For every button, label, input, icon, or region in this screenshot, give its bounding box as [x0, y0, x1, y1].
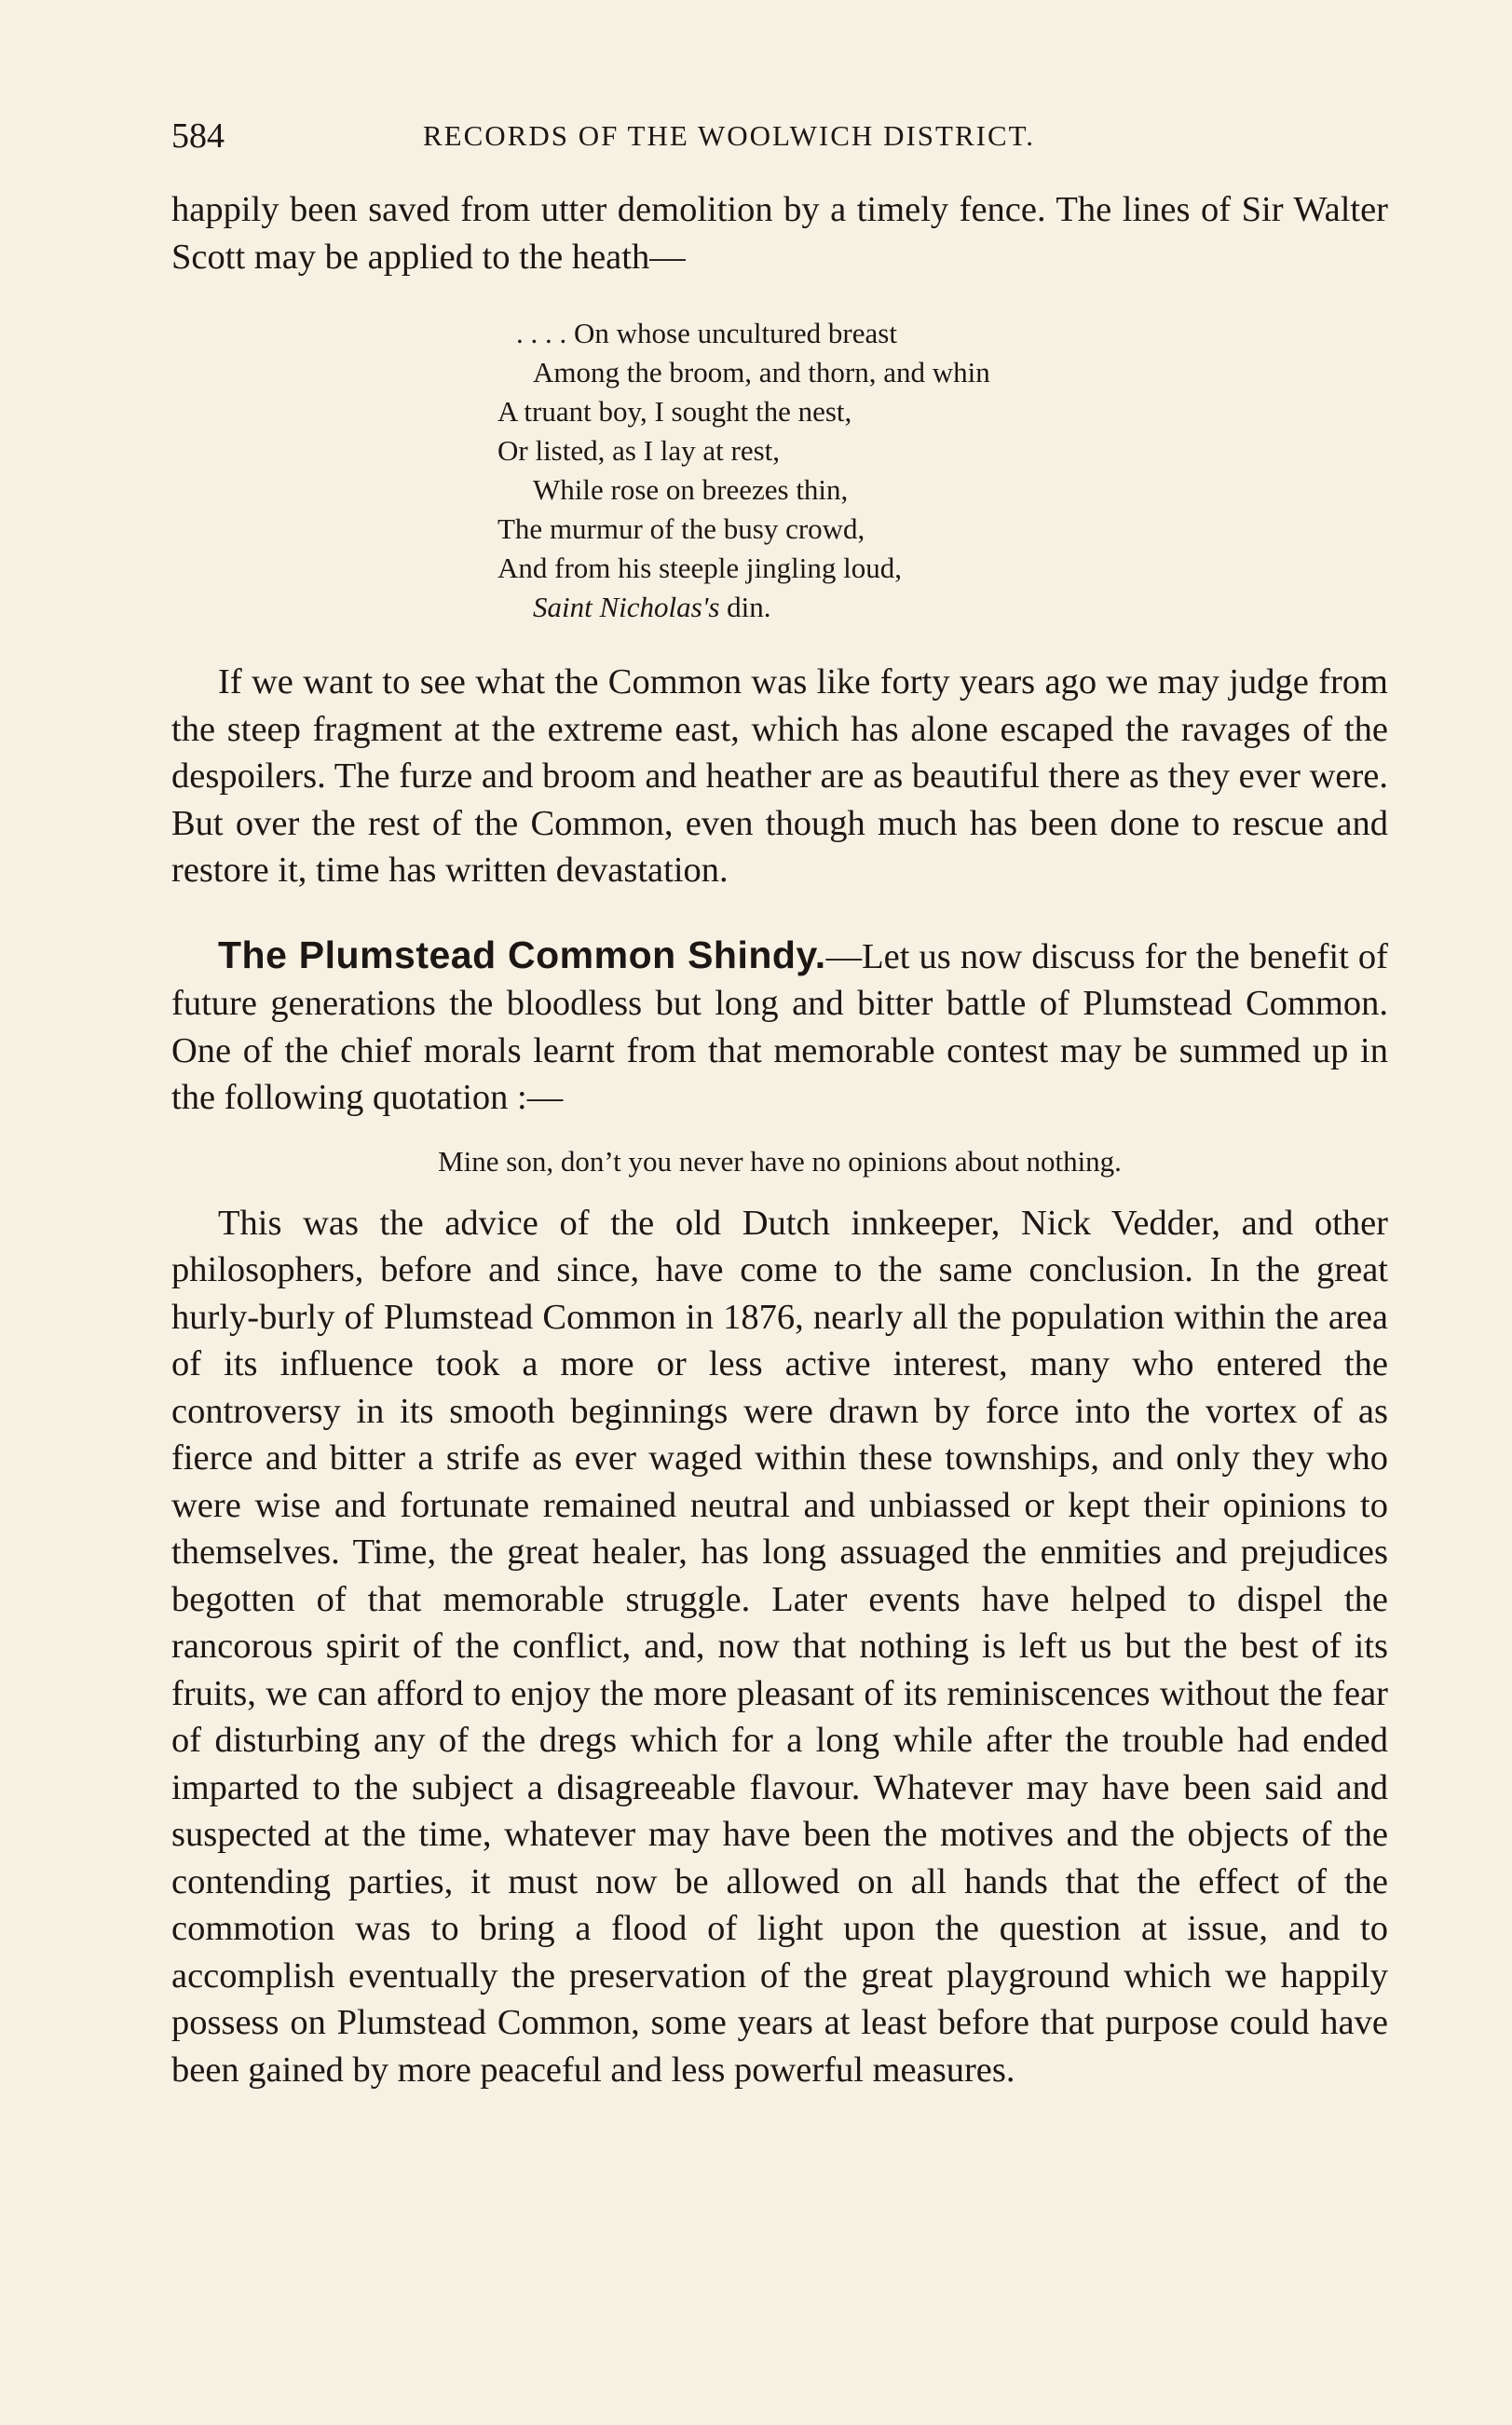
quotation: Mine son, don’t you never have no opinions about nothing. [438, 1144, 1122, 1178]
verse-line: And from his steeple jingling loud, [497, 552, 902, 584]
verse-line: . . . . On whose uncultured breast [516, 317, 897, 349]
verse-line: Or listed, as I lay at rest, [497, 434, 781, 467]
page-header [171, 116, 1140, 162]
page-number: 584 [171, 116, 225, 156]
section-heading: The Plumstead Common Shindy. [218, 933, 826, 976]
paragraph: If we want to see what the Common was like forty years ago we may judge from the steep fragment at the extreme east, which has alone escaped the ravages of the despoilers. The furze and broom and heather are as beautiful there as they ever were. But over the rest of the Common, even though much has been done to rescue and restore it, time has written devastation. [171, 662, 1388, 890]
verse-line: A truant boy, I sought the nest, [497, 395, 852, 428]
section-text: —Let us now discuss for the benefit of future generations the bloodless but long and bitter battle of Plumstead Common. One of the chief morals learnt from that memorable contest may be summed up in the following quotation :— [171, 936, 1388, 1117]
running-head: RECORDS OF THE WOOLWICH DISTRICT. [423, 119, 1036, 152]
verse-line: Among the broom, and thorn, and whin [533, 356, 990, 388]
verse-italic-name: Saint Nicholas's [533, 591, 720, 623]
verse-line: While rose on breezes thin, [533, 473, 849, 506]
verse-line [497, 588, 1388, 627]
intro-paragraph: happily been saved from utter demolition by a timely fence. The lines of Sir Walter Scott may be applied to the heath— [171, 190, 1388, 277]
section-paragraph [171, 932, 1388, 1122]
verse-line-end: din. [719, 591, 771, 623]
page-body [171, 186, 1388, 2093]
paragraph: This was the advice of the old Dutch innkeeper, Nick Vedder, and other philosophers, before and since, have come to the same conclusion. In the great hurly-burly of Plumstead Common in 1876, nearly all the population within the area of its influence took a more or less active interest, many who entered the controversy in its smooth beginnings were drawn by force into the vortex of as fierce and bitter a strife as ever waged within these townships, and only they who were wise and fortunate remained neutral and unbiassed or kept their opinions to themselves. Time, the great healer, has long assuaged the enmities and prejudices begotten of that memorable struggle. Later events have helped to dispel the rancorous spirit of the conflict, and, now that nothing is left us but the best of its fruits, we can afford to enjoy the more pleasant of its reminiscences without the fear of disturbing any of the dregs which for a long while after the trouble had ended imparted to the subject a disagreeable flavour. Whatever may have been said and suspected at the time, whatever may have been the motives and the objects of the contending parties, it must now be allowed on all hands that the effect of the commotion was to bring a flood of light upon the question at issue, and to accomplish eventually the preservation of the great playground which we happily possess on Plumstead Common, some years at least before that purpose could have been gained by more peaceful and less powerful measures. [171, 1203, 1388, 2090]
verse-quotation [497, 314, 1388, 627]
verse-line: The murmur of the busy crowd, [497, 512, 865, 545]
